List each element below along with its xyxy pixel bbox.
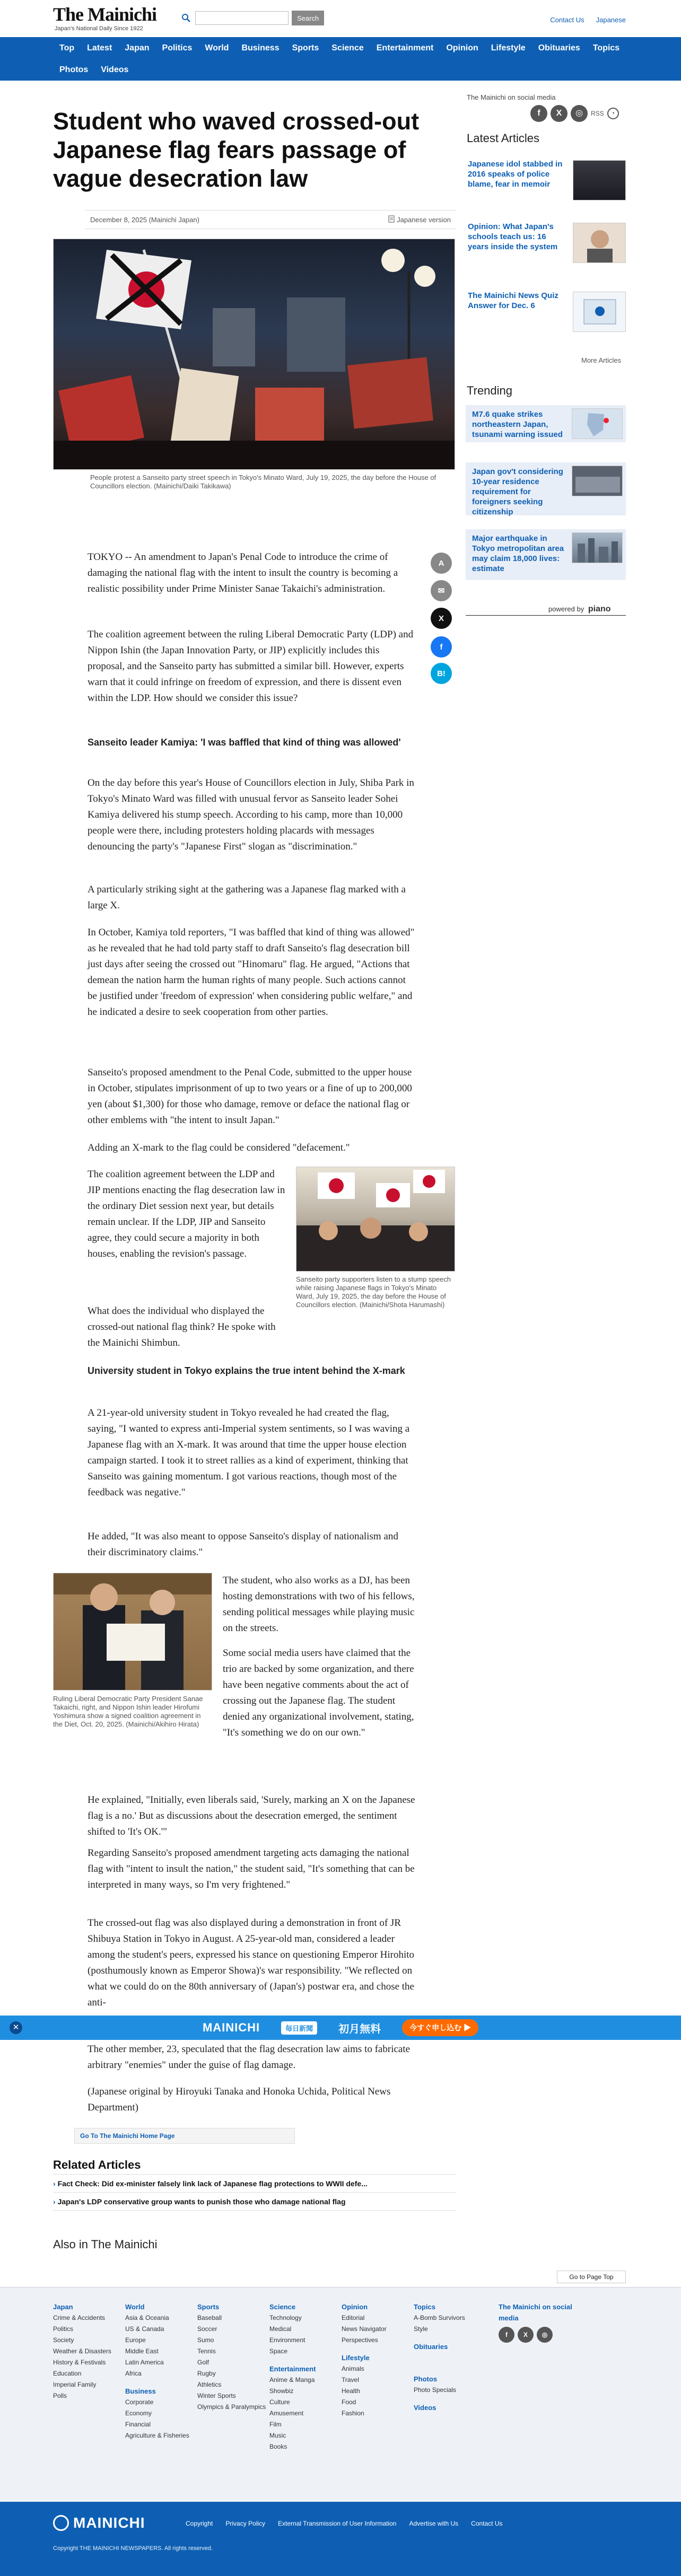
footer-heading[interactable]: Obituaries <box>414 2343 448 2351</box>
nav-item-business[interactable]: Business <box>241 43 280 52</box>
nav-item-opinion[interactable]: Opinion <box>446 43 478 52</box>
footer-bar-link[interactable]: External Transmission of User Information <box>278 2520 397 2527</box>
footer-heading[interactable]: Topics <box>414 2303 435 2311</box>
page-top-button[interactable]: Go to Page Top <box>557 2271 626 2283</box>
footer-link[interactable]: Middle East <box>125 2347 159 2355</box>
article-paragraph: Regarding Sanseito's proposed amendment targeting acts damaging the national flag with "intent to insult the nation," the student said, "It's something that can be interpreted in many ways, so I'm very frightened." <box>88 1847 415 1890</box>
piano-logo: piano <box>588 604 611 614</box>
spacer <box>342 2346 416 2352</box>
main-nav <box>0 37 681 81</box>
search-input[interactable] <box>195 11 289 25</box>
x-icon[interactable]: X <box>551 105 568 122</box>
also-title: Also in The Mainichi <box>53 2238 158 2251</box>
footer-link[interactable]: Sumo <box>197 2336 214 2344</box>
spacer <box>269 2357 344 2363</box>
top-links <box>550 16 626 24</box>
footer-link[interactable]: Corporate <box>125 2398 154 2406</box>
related-list <box>53 2174 456 2211</box>
site-logo[interactable]: The Mainichi <box>53 4 157 25</box>
facebook-icon[interactable]: f <box>530 105 547 122</box>
footer-link[interactable]: Winter Sports <box>197 2392 236 2399</box>
footer-link[interactable]: Africa <box>125 2370 142 2377</box>
search-button[interactable]: Search <box>292 11 324 25</box>
article-meta <box>85 210 456 229</box>
search-icon <box>180 12 192 24</box>
footer-sitemap <box>0 2287 681 2502</box>
mainichi-logo-icon <box>53 2515 69 2531</box>
spacer <box>125 2379 199 2386</box>
footer-link[interactable]: Asia & Oceania <box>125 2314 169 2321</box>
footer-link[interactable]: Athletics <box>197 2381 222 2388</box>
contact-link[interactable]: Contact Us <box>550 16 584 24</box>
footer-link[interactable]: Photo Specials <box>414 2386 457 2394</box>
footer-column <box>269 2301 344 2452</box>
social-icons <box>530 105 619 122</box>
article-paragraph: The coalition agreement between the LDP and JIP mentions enacting the flag desecration law in the ordinary Diet session next year, but details remain unclear. If the LDP, JIP and Sanseito agree, they could secure a majority in both houses, enabling the revision's passage. <box>88 1169 285 1259</box>
footer-link[interactable]: Food <box>342 2398 356 2406</box>
footer-link[interactable]: Showbiz <box>269 2387 294 2395</box>
search-bar <box>180 11 324 25</box>
article-subheading: Sanseito leader Kamiya: 'I was baffled that kind of thing was allowed' <box>88 737 401 748</box>
document-icon <box>388 215 395 224</box>
nav-item-obituaries[interactable]: Obituaries <box>538 43 580 52</box>
footer-link[interactable]: Soccer <box>197 2325 217 2333</box>
footer-bar-link[interactable]: Privacy Policy <box>225 2520 266 2527</box>
article-paragraph: He added, "It was also meant to oppose Sanseito's display of nationalism and their discriminatory claims." <box>88 1531 398 1558</box>
share-hatena-button[interactable] <box>431 663 452 684</box>
nav-item-latest[interactable]: Latest <box>87 43 112 52</box>
nav-item-science[interactable]: Science <box>331 43 364 52</box>
footer-link[interactable]: Fashion <box>342 2409 364 2417</box>
share-facebook-button[interactable] <box>431 636 452 658</box>
subscription-banner[interactable] <box>0 2016 681 2040</box>
footer-heading[interactable]: Lifestyle <box>342 2354 370 2362</box>
footer-link[interactable]: Music <box>269 2432 286 2439</box>
article-paragraph: The coalition agreement between the ruling Liberal Democratic Party (LDP) and Nippon Ishin (the Japan Innovation Party, or JIP) explicitly includes this proposal, and the Sanseito party has submitted a similar bill. However, experts warn that it could infringe on freedom of expression, and there is dissent even within the LDP. How should we consider this issue? <box>88 629 414 704</box>
site-tagline: Japan's National Daily Since 1922 <box>55 25 143 32</box>
spacer <box>414 2335 488 2341</box>
latest-item[interactable]: Opinion: What Japan's schools teach us: 16 years inside the system <box>467 222 626 269</box>
japanese-version-link[interactable] <box>388 215 451 224</box>
site-header <box>0 0 681 37</box>
footer-heading[interactable]: Japan <box>53 2303 73 2311</box>
latest-item[interactable]: The Mainichi News Quiz Answer for Dec. 6 <box>467 291 626 338</box>
article-photo-supporters[interactable] <box>296 1167 455 1272</box>
footer-link[interactable]: Education <box>53 2370 82 2377</box>
latest-thumbnail <box>573 223 626 263</box>
nav-item-japan[interactable]: Japan <box>125 43 150 52</box>
footer-column <box>499 2301 573 2343</box>
article-paragraph: The student, who also works as a DJ, has been hosting demonstrations with two of his fellows, sending political messages while playing music on the streets. <box>223 1575 415 1634</box>
related-title: Related Articles <box>53 2158 141 2171</box>
japanese-version-label: Japanese version <box>397 215 451 224</box>
footer-link[interactable]: Financial <box>125 2421 151 2428</box>
footer-link[interactable]: History & Festivals <box>53 2359 106 2366</box>
text-size-icon: A <box>438 558 444 568</box>
nav-item-top[interactable]: Top <box>59 43 75 52</box>
article-paragraph: A particularly striking sight at the gathering was a Japanese flag marked with a large X. <box>88 884 406 911</box>
footer-logo[interactable]: MAINICHI <box>53 2514 145 2531</box>
trending-item[interactable]: M7.6 quake strikes northeastern Japan, tsunami warning issued <box>466 405 626 442</box>
footer-link[interactable]: Technology <box>269 2314 302 2321</box>
chevron-right-icon: › <box>53 2179 56 2188</box>
chevron-right-icon: › <box>53 2197 56 2206</box>
nav-item-videos[interactable]: Videos <box>101 65 129 74</box>
footer-bar-link[interactable]: Advertise with Us <box>409 2520 459 2527</box>
share-x-button[interactable] <box>431 608 452 629</box>
article-paragraph: The other member, 23, speculated that the flag desecration law aims to fabricate arbitrary "enemies" under the guise of flag damage. <box>88 2044 411 2071</box>
photo-caption: Ruling Liberal Democratic Party President Sanae Takaichi, right, and Nippon Ishin leader Hirofumi Yoshimura show a signed coalition agreement in the Diet, Oct. 20, 2025. (Mainichi/Akihiro Hirata) <box>53 1695 203 1728</box>
footer-link[interactable]: Travel <box>342 2376 359 2384</box>
footer-column <box>197 2301 272 2413</box>
banner-subscribe-button[interactable]: 今すぐ申し込む ▶ <box>402 2019 478 2036</box>
footer-bar-link[interactable]: Contact Us <box>471 2520 503 2527</box>
spacer <box>414 2396 488 2402</box>
footer-link[interactable]: Society <box>53 2336 74 2344</box>
footer-link[interactable]: Tennis <box>197 2347 216 2355</box>
footer-link[interactable]: Style <box>414 2325 428 2333</box>
x-icon: X <box>438 614 444 623</box>
article-paragraph: On the day before this year's House of Councillors election in July, Shiba Park in Tokyo's Minato Ward was filled with unusual fervor as Sanseito leader Sohei Kamiya delivered his stump speech. According to his camp, more than 10,000 people were there, including protesters holding placards with messages denouncing the party's "Japanese First" slogan as "discrimination." <box>88 777 414 852</box>
footer-link[interactable]: Agriculture & Fisheries <box>125 2432 189 2439</box>
banner-offer: 初月無料 <box>338 2023 381 2035</box>
article-paragraph: Some social media users have claimed that the trio are backed by some organization, and there have been negative comments about the act of crossing out the Japanese flag. The student denied any organizational involvement, stating, "It's something we do on our own." <box>223 1648 414 1738</box>
footer-link[interactable]: US & Canada <box>125 2325 164 2333</box>
latest-thumbnail <box>573 292 626 332</box>
trending-thumbnail <box>572 532 623 563</box>
copyright: Copyright THE MAINICHI NEWSPAPERS. All rights reserved. <box>53 2545 213 2552</box>
japanese-link[interactable]: Japanese <box>596 16 626 24</box>
nav-item-politics[interactable]: Politics <box>162 43 193 52</box>
instagram-icon[interactable]: ◎ <box>571 105 588 122</box>
footer-heading[interactable]: Photos <box>414 2375 438 2383</box>
footer-link[interactable]: Golf <box>197 2359 209 2366</box>
footer-link[interactable]: Perspectives <box>342 2336 378 2344</box>
nav-item-topics[interactable]: Topics <box>592 43 620 52</box>
related-item[interactable]: › Japan's LDP conservative group wants to punish those who damage national flag <box>53 2193 456 2211</box>
footer-link[interactable]: A-Bomb Survivors <box>414 2314 465 2321</box>
footer-link[interactable]: Books <box>269 2443 287 2450</box>
nav-item-photos[interactable]: Photos <box>59 65 89 74</box>
article-paragraph: TOKYO -- An amendment to Japan's Penal Code to introduce the crime of damaging the national flag with the intent to insult the country is becoming a realistic possibility under Prime Minister Sanae Takaichi's administration. <box>88 551 398 594</box>
x-icon[interactable]: X <box>518 2327 534 2343</box>
footer-link[interactable]: Medical <box>269 2325 292 2333</box>
instagram-icon[interactable]: ◎ <box>537 2327 553 2343</box>
rss-icon[interactable]: ◔ <box>607 108 619 119</box>
footer-links <box>186 2520 503 2527</box>
footer-link[interactable]: Animals <box>342 2365 364 2372</box>
footer-heading[interactable]: World <box>125 2303 145 2311</box>
social-title: The Mainichi on social media <box>467 93 556 101</box>
trending-title: Trending <box>467 384 513 397</box>
footer-link[interactable]: Anime & Manga <box>269 2376 315 2384</box>
latest-item[interactable]: Japanese idol stabbed in 2016 speaks of police blame, fear in memoir <box>467 159 626 207</box>
footer-link[interactable]: Space <box>269 2347 288 2355</box>
footer-link[interactable]: Environment <box>269 2336 305 2344</box>
latest-thumbnail <box>573 160 626 200</box>
footer-link[interactable]: Imperial Family <box>53 2381 97 2388</box>
trending-item[interactable]: Major earthquake in Tokyo metropolitan area may claim 18,000 lives: estimate <box>466 529 626 580</box>
article-paragraph: The crossed-out flag was also displayed during a demonstration in front of JR Shibuya Station in Tokyo in August. A 25-year-old man, considered a leader among the student's peers, expressed his stance on questioning Emperor Hirohito (posthumously known as Emperor Showa)'s war responsibility. "We reflected on what we could do on the 80th anniversary of (Japan's) postwar era, and chose the anti- <box>88 1917 415 2008</box>
footer-link[interactable]: Rugby <box>197 2370 216 2377</box>
print-button[interactable] <box>431 580 452 601</box>
powered-by: powered by piano <box>548 604 611 614</box>
rss-label[interactable]: RSS <box>591 110 604 117</box>
article-subheading: University student in Tokyo explains the true intent behind the X-mark <box>88 1365 405 1376</box>
close-icon[interactable]: ✕ <box>10 2021 22 2034</box>
footer-column <box>125 2301 199 2441</box>
sidebar-divider <box>466 615 626 616</box>
footer-link[interactable]: Film <box>269 2421 282 2428</box>
article-paragraph: He explained, "Initially, even liberals said, 'Surely, marking an X on the Japanese flag is a no.' But as discussions about the desecration emerged, the sentiment shifted to 'It's OK.'" <box>88 1794 415 1837</box>
article-paragraph: Sanseito's proposed amendment to the Penal Code, submitted to the upper house in October, stipulates imprisonment of up to two years or a fine of up to 200,000 yen (about $1,300) for those who damage, remove or deface the national flag or other emblems with "the intent to insult Japan." <box>88 1067 412 1126</box>
footer-column <box>342 2301 416 2419</box>
related-item[interactable]: › Fact Check: Did ex-minister falsely link lack of Japanese flag protections to WWII defe... <box>53 2175 456 2193</box>
facebook-icon: f <box>440 642 443 652</box>
footer-link[interactable]: Latin America <box>125 2359 164 2366</box>
banner-brand: 毎日新聞 <box>281 2021 317 2035</box>
footer-column <box>414 2301 488 2413</box>
article-photo-coalition[interactable] <box>53 1573 212 1690</box>
hatena-icon: B! <box>437 669 446 678</box>
more-articles-link[interactable]: More Articles <box>581 356 622 364</box>
nav-item-sports[interactable]: Sports <box>292 43 319 52</box>
footer-bar <box>0 2502 681 2576</box>
trending-thumbnail <box>572 408 623 439</box>
article-paragraph: A 21-year-old university student in Tokyo revealed he had created the flag, saying, "I wanted to express anti-Imperial system sentiments, so I was waving a Japanese flag with an X-mark. It was around that time the upper house election campaign started. I took it to street rallies as a kind of experiment, thinking that Sanseito was gaining momentum. I got various reactions, though most of the feedback was negative." <box>88 1407 410 1498</box>
footer-link[interactable]: Health <box>342 2387 360 2395</box>
footer-heading[interactable]: Science <box>269 2303 296 2311</box>
article-date: December 8, 2025 (Mainichi Japan) <box>90 215 199 224</box>
footer-link[interactable]: Europe <box>125 2336 146 2344</box>
footer-link[interactable]: Polls <box>53 2392 67 2399</box>
footer-link[interactable]: Amusement <box>269 2409 304 2417</box>
footer-heading[interactable]: Sports <box>197 2303 220 2311</box>
footer-social-icons <box>499 2327 573 2343</box>
nav-item-world[interactable]: World <box>205 43 229 52</box>
footer-heading[interactable]: Entertainment <box>269 2365 316 2373</box>
trending-thumbnail <box>572 466 623 496</box>
facebook-icon[interactable]: f <box>499 2327 514 2343</box>
home-page-link[interactable]: Go To The Mainichi Home Page <box>74 2128 295 2144</box>
footer-heading[interactable]: The Mainichi on social media <box>499 2303 572 2322</box>
nav-item-lifestyle[interactable]: Lifestyle <box>491 43 526 52</box>
spacer <box>414 2352 488 2373</box>
footer-bar-link[interactable]: Copyright <box>186 2520 213 2527</box>
footer-link[interactable]: Olympics & Paralympics <box>197 2403 266 2411</box>
article-paragraph: What does the individual who displayed the crossed-out national flag think? He spoke with the Mainichi Shimbun. <box>88 1305 276 1348</box>
footer-link[interactable]: Weather & Disasters <box>53 2347 111 2355</box>
footer-heading[interactable]: Opinion <box>342 2303 368 2311</box>
footer-link[interactable]: Crime & Accidents <box>53 2314 106 2321</box>
article-headline: Student who waved crossed-out Japanese flag fears passage of vague desecration law <box>53 108 420 192</box>
print-icon: ✉ <box>438 586 445 595</box>
footer-column <box>53 2301 127 2402</box>
footer-heading[interactable]: Business <box>125 2387 156 2395</box>
banner-logo: MAINICHI <box>202 2021 260 2034</box>
footer-heading[interactable]: Videos <box>414 2404 436 2412</box>
trending-item[interactable]: Japan gov't considering 10-year residence requirement for foreigners seeking citizenship <box>466 462 626 515</box>
latest-title: Latest Articles <box>467 132 539 145</box>
article-photo-protest[interactable] <box>53 239 455 470</box>
font-size-button[interactable] <box>431 553 452 574</box>
article-paragraph: Adding an X-mark to the flag could be considered "defacement." <box>88 1142 350 1153</box>
article-byline: (Japanese original by Hiroyuki Tanaka and Honoka Uchida, Political News Department) <box>88 2086 391 2113</box>
footer-link[interactable]: Politics <box>53 2325 74 2333</box>
footer-link[interactable]: Economy <box>125 2409 152 2417</box>
footer-link[interactable]: Editorial <box>342 2314 365 2321</box>
article-paragraph: In October, Kamiya told reporters, "I was baffled that kind of thing was allowed" as he revealed that he had told party staff to draft Sanseito's flag desecration bill just days after seeing the crossed out "Hinomaru" flag. He argued, "Actions that demean the nation harm the human rights of many people. Such actions cannot be justified under 'freedom of expression' when considering public welfare," and he indicated a desire to seek cooperation from other parties. <box>88 927 415 1018</box>
footer-link[interactable]: Baseball <box>197 2314 222 2321</box>
photo-caption: People protest a Sanseito party street speech in Tokyo's Minato Ward, July 19, 2025, the day before the House of Councillors election. (Mainichi/Daiki Takikawa) <box>90 474 436 490</box>
footer-link[interactable]: Culture <box>269 2398 290 2406</box>
nav-item-entertainment[interactable]: Entertainment <box>376 43 434 52</box>
photo-caption: Sanseito party supporters listen to a stump speech while raising Japanese flags in Tokyo's Minato Ward, July 19, 2025, the day before the House of Councillors election. (Mainichi/Shota Harumashi) <box>296 1275 451 1309</box>
footer-link[interactable]: News Navigator <box>342 2325 387 2333</box>
